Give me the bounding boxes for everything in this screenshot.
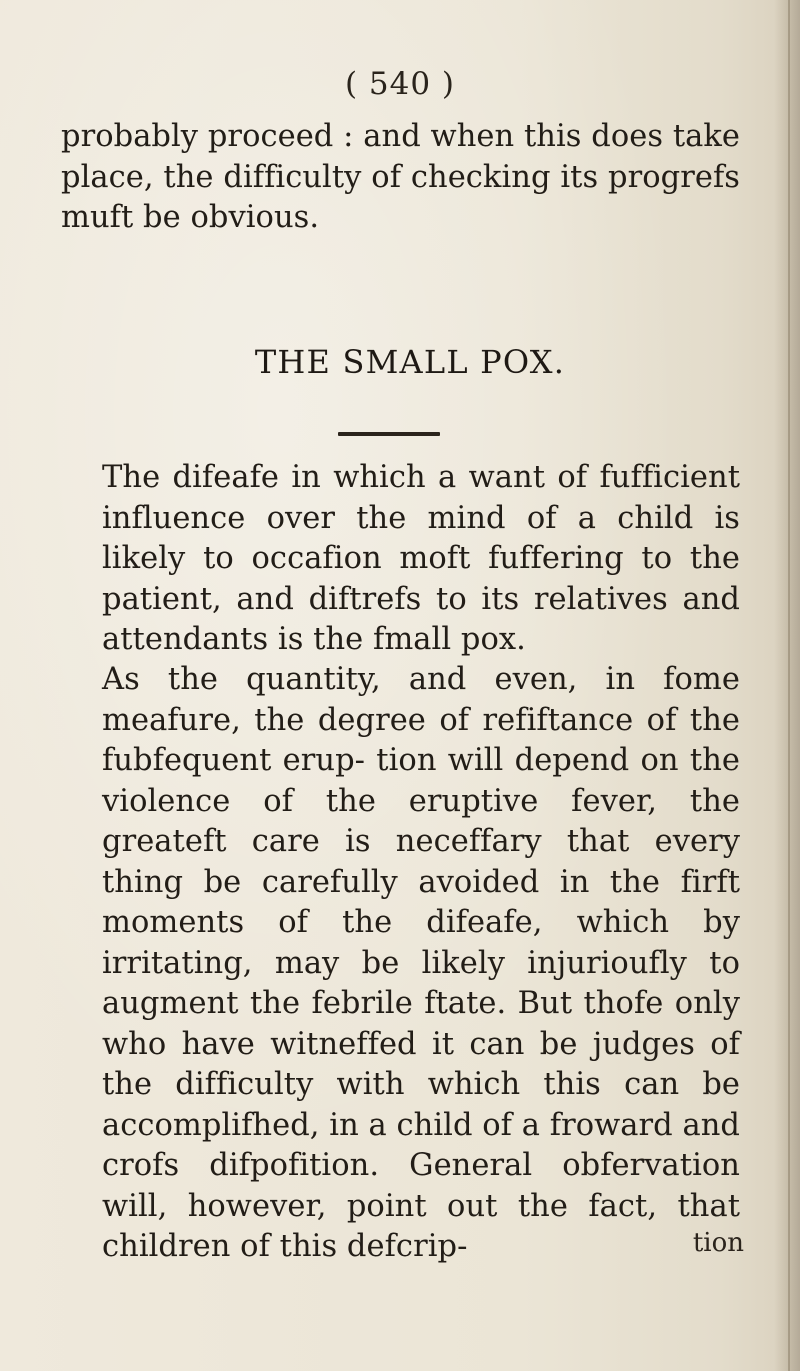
section-title: THE SMALL POX. xyxy=(254,343,566,381)
page-gutter-shadow xyxy=(774,0,800,1371)
page-edge-line xyxy=(788,0,790,1371)
opening-paragraph: probably proceed : and when this does take place, the difficulty of checking its progrefs muft be obvious. xyxy=(61,119,740,235)
page-number: ( 540 ) xyxy=(344,66,456,102)
catchword: tion xyxy=(692,1228,744,1258)
body-paragraph-two: As the quantity, and even, in fome meafure, the degree of refiftance of the fubfequent erup- tion will depend on the violence of the eruptive fever, the greateft care is neceffary that every thing be carefully avoided in the firft moments of the difeafe, which by irritating, may be likely injurioufly to augment the febrile ftate. But thofe only who have witneffed it can be judges of the difficulty with which this can be accomplifhed, in a child of a froward and crofs difpofition. General obfervation will, however, point out the fact, that children of this defcrip- xyxy=(102,662,740,1264)
section-divider xyxy=(338,432,440,436)
body-paragraph-one: The difeafe in which a want of fufficient influence over the mind of a child is likely to occafion moft fuffering to the patient, and diftrefs to its relatives and attendants is the fmall pox. xyxy=(102,460,740,657)
